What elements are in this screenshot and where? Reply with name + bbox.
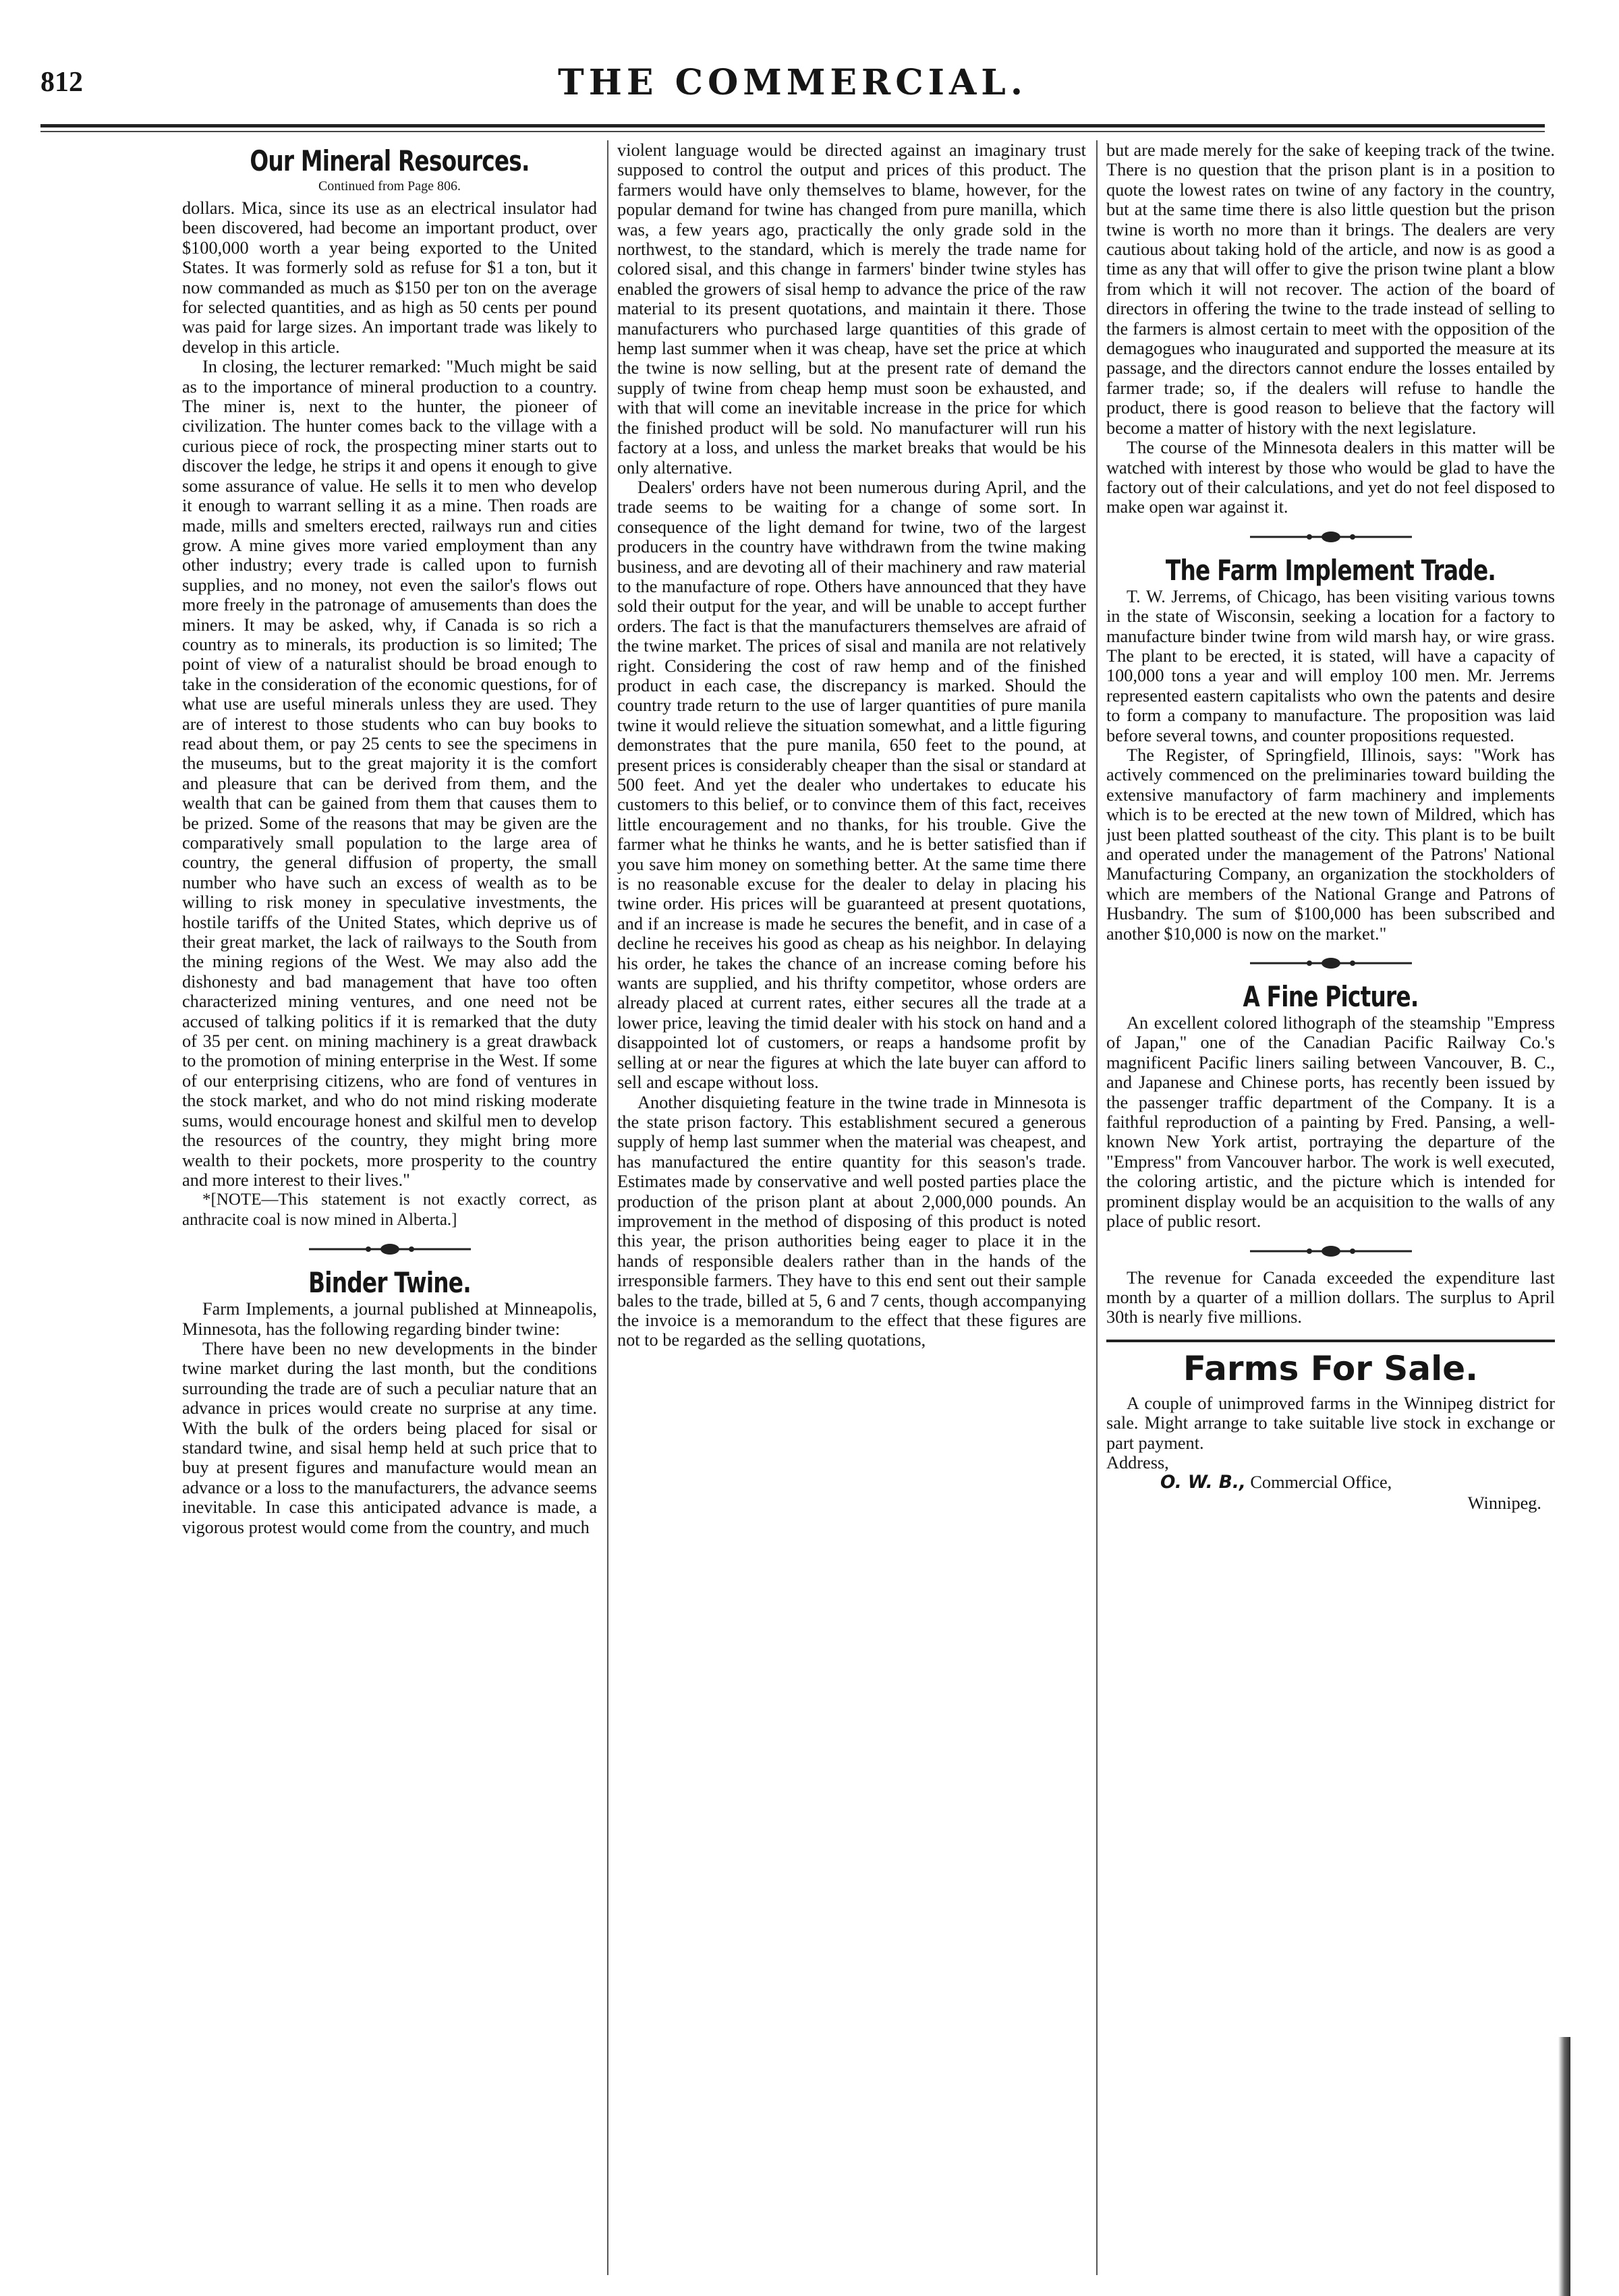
section-divider-ornament-icon [289,1242,491,1257]
column-1 [182,140,597,2276]
article-title-binder-twine: Binder Twine. [308,1266,471,1300]
masthead: THE COMMERCIAL. [558,62,1027,103]
article-paragraph: but are made merely for the sake of keeping track of the twine. There is no question that the prison plant is in a position to quote the lowest rates on twine of any factory in the country, but at the same time there is also little question but the prison twine is worth no more than it brings. The dealers are very cautious about taking hold of the article, and now is as good a time as any that will offer to give the prison twine plant a blow from which it will not recover. The action of the board of directors in offering the twine to the trade instead of selling to the farmers is almost certain to meet with the opposition of the demagogues who inaugurated and supported the measure at its passage, and the directors cannot endure the losses entailed by farmer trade; so, if the dealers will refuse to handle the product, there is good reason to believe that the factory will become a matter of history with the next legislature. [1106,140,1555,438]
column-2 [617,140,1086,2276]
article-paragraph: An excellent colored lithograph of the steamship "Empress of Japan," one of the Canadian Pacific Railway Co.'s magnificent Pacific liners sailing between Vancouver, B. C., and Japanese and Chinese ports, has recently been issued by the passenger traffic department of the Company. It is a faithful reproduction of a painting by Fred. Pansing, a well-known New York artist, portraying the departure of the "Empress" from Vancouver harbor. The work is well executed, the coloring artistic, and the picture which is intended for prominent display would be an acquisition to the walls of any place of public resort. [1106,1013,1555,1232]
contact-initials: O. W. B., [1160,1472,1246,1493]
advertisement-title-farms-for-sale: Farms For Sale. [1183,1348,1479,1388]
article-paragraph: In closing, the lecturer remarked: "Much might be said as to the importance of mineral production to a country. The miner is, next to the hunter, the pioneer of civilization. The hunter comes back to the village with a curious piece of rock, the prospecting miner starts out to discover the ledge, he strips it and opens it enough to give some assurance of value. He sells it to men who develop it enough to warrant selling it as a mine. Then roads are made, mills and smelters erected, railways run and cities grow. A mine gives more varied employment than any other industry; every trade is called upon to furnish supplies, and no money, not even the sailor's flows out more freely in the patronage of amusements than does the miners. It may be asked, why, if Canada is so rich a country as to minerals, its production is so limited; The point of view of a naturalist should be broad enough to take in the consideration of the economic questions, for of what use are useful minerals unless they are used. They are of interest to those students who can buy books to read about them, or pay 25 cents to see the specimens in the museums, but to the great majority it is the comfort and pleasure that can be derived from them, and the wealth that can be gained from them that causes them to be prized. Some of the reasons that may be given are the comparatively small population to the large area of country, the general diffusion of property, the small number who have such an excess of wealth as to be willing to risk money in speculative investments, the hostile tariffs of the United States, which deprive us of their great market, the lack of railways to the South from the mining regions of the West. We may also add the dishonesty and bad management that have too often characterized mining ventures, and one need not be accused of talking politics if it is remarked that the duty of 35 per cent. on mining machinery is a great drawback to the promotion of mining enterprise in the West. If some of our enterprising citizens, who are fond of ventures in the stock market, and who do not mind risking moderate sums, would encourage honest and skilful men to develop the resources of the country, they might bring more wealth to their pockets, more prosperity to the country and more interest to their lives." [182,357,597,1190]
advertisement-rule [1106,1340,1555,1342]
article-paragraph: Another disquieting feature in the twine trade in Minnesota is the state prison factory. This establishment secured a generous supply of hemp last summer when the material was cheapest, and has manufactured the entire quantity for this season's trade. Estimates made by conservative and well posted parties place the production of the prison plant at about 2,000,000 pounds. An improvement in the method of disposing of this product is noted this year, the prison authorities being eager to place it in the hands of responsible dealers rather than in the hands of the irresponsible farmers. They have to this end sent out their sample bales to the trade, billed at 5, 6 and 7 cents, though accompanying the invoice is a memorandum to the effect that these figures are not to be regarded as the selling quotations, [617,1092,1086,1350]
article-paragraph: There have been no new developments in the binder twine market during the last month, but the conditions surrounding the trade are of such a peculiar nature that an advance in prices would create no surprise at any time. With the bulk of the orders being placed for sisal or standard twine, and sisal hemp held at such price that to buy at present figures and manufacture would mean an advance or a loss to the manufacturers, the advance seems inevitable. In case this anticipated advance is made, a vigorous protest would come from the country, and much [182,1338,597,1537]
advertisement-text: A couple of unimproved farms in the Winnipeg district for sale. Might arrange to take suitable live stock in exchange or part payment. [1106,1393,1555,1453]
article-paragraph: The course of the Minnesota dealers in this matter will be watched with interest by those who would be glad to have the factory out of their calculations, and yet do not feel disposed to make open war against it. [1106,438,1555,517]
column-divider-1 [607,140,608,2275]
section-divider-ornament-icon [1230,1244,1432,1259]
section-divider-ornament-icon [1230,529,1432,544]
contact-office: Commercial Office, [1250,1472,1392,1493]
article-paragraph: Farm Implements, a journal published at Minneapolis, Minnesota, has the following regarding binder twine: [182,1299,597,1339]
header-rule-heavy [40,124,1545,127]
page-number: 812 [40,67,83,98]
article-paragraph: violent language would be directed against an imaginary trust supposed to control the output and prices of this product. The farmers would have only themselves to blame, however, for the popular demand for twine has changed from pure manilla, which was, a few years ago, practically the only grade sold in the northwest, to the standard, which is merely the trade name for colored sisal, and this change in farmers' binder twine styles has enabled the growers of sisal hemp to advance the price of the raw material to its present quotations, and maintain it there. Those manufacturers who purchased large quantities of this grade of hemp last summer when it was cheap, have set the price at which the twine is now selling, but at the present rate of demand the supply of twine from cheap hemp must soon be exhausted, and with that will come an inevitable increase in the price for which the finished product will be sold. No manufacturer will run his factory at a loss, and unless the market breaks that would be his only alternative. [617,140,1086,478]
column-divider-2 [1096,140,1098,2275]
article-paragraph: Dealers' orders have not been numerous during April, and the trade seems to be waiting for a change of some sort. In consequence of the light demand for twine, two of the largest producers in the country have withdrawn from the twine making business, and are devoting all of their machinery and raw material to the manufacture of rope. Others have announced that they have sold their output for the year, and will be unable to accept further orders. The fact is that the manufacturers themselves are afraid of the twine market. The prices of sisal and manila are not relatively right. Considering the cost of raw hemp and of the finished product in each case, the discrepancy is marked. Should the country trade return to the use of larger quantities of pure manila twine it would relieve the situation somewhat, and a little figuring demonstrates that the pure manila, 650 feet to the pound, at present prices is considerably cheaper than the sisal or standard at 500 feet. And yet the dealer who undertakes to educate his customers to this belief, or to convince them of this fact, receives little encouragement and no thanks, for his trouble. Give the farmer what he thinks he wants, and he is better satisfied than if you save him money on something better. At the same time there is no reasonable excuse for the dealer to delay in placing his twine order. His prices will be guaranteed at present quotations, and if an increase is made he secures the benefit, and in case of a decline he receives his good as cheap as his neighbor. In delaying his order, he takes the chance of an increase coming before his wants are supplied, and his thrifty competitor, whose orders are already placed at current rates, either secures all the trade at a lower price, leaving the timid dealer with his stock on hand and a disappointed lot of customers, or reaps a handsome profit by selling at or near the figures at which the late buyer can afford to sell and escape without loss. [617,477,1086,1093]
editor-note: *[NOTE—This statement is not exactly correct, as anthracite coal is now mined in Alberta.] [182,1190,597,1229]
contact-city: Winnipeg. [1467,1493,1541,1513]
column-3 [1106,140,1555,2276]
address-label: Address, [1106,1452,1169,1472]
article-title-fine-picture: A Fine Picture. [1243,980,1419,1014]
article-title-mineral-resources: Our Mineral Resources. [250,144,530,177]
article-paragraph: dollars. Mica, since its use as an electrical insulator had been discovered, had become an important product, over $100,000 worth a year being exported to the United States. It was formerly sold as refuse for $1 a ton, but it now commanded as much as $150 per ton on the average for selected quantities, and as high as 50 cents per pound was paid for large sizes. An important trade was likely to develop in this article. [182,198,597,357]
page-edge-shadow [1558,2037,1570,2296]
section-divider-ornament-icon [1230,956,1432,971]
address-contact [1106,1472,1555,1493]
article-title-farm-implement-trade: The Farm Implement Trade. [1165,553,1496,587]
article-paragraph: The Register, of Springfield, Illinois, says: "Work has actively commenced on the preliminaries toward building the extensive manufactory of farm machinery and implements which is to be erected at the new town of Mildred, which has just been platted southeast of the city. This plant is to be built and operated under the management of the Patrons' National Manufacturing Company, an organization the stockholders of which are members of the National Grange and Patrons of Husbandry. The sum of $100,000 has been subscribed and another $10,000 is now on the market." [1106,745,1555,944]
article-paragraph: The revenue for Canada exceeded the expenditure last month by a quarter of a million dollars. The surplus to April 30th is nearly five millions. [1106,1267,1555,1327]
advertisement-address [1106,1453,1555,1513]
header-rule-thin [40,131,1545,132]
article-paragraph: T. W. Jerrems, of Chicago, has been visiting various towns in the state of Wisconsin, seeking a location for a factory to manufacture binder twine from wild marsh hay, or wire grass. The plant to be erected, it is stated, will have a capacity of 100,000 tons a year and will employ 100 men. Mr. Jerrems represented eastern capitalists who own the patents and desire to form a company to manufacture. The proposition was laid before several towns, and counter propositions requested. [1106,586,1555,745]
continued-notice: Continued from Page 806. [318,179,461,194]
page-header [40,62,1545,116]
